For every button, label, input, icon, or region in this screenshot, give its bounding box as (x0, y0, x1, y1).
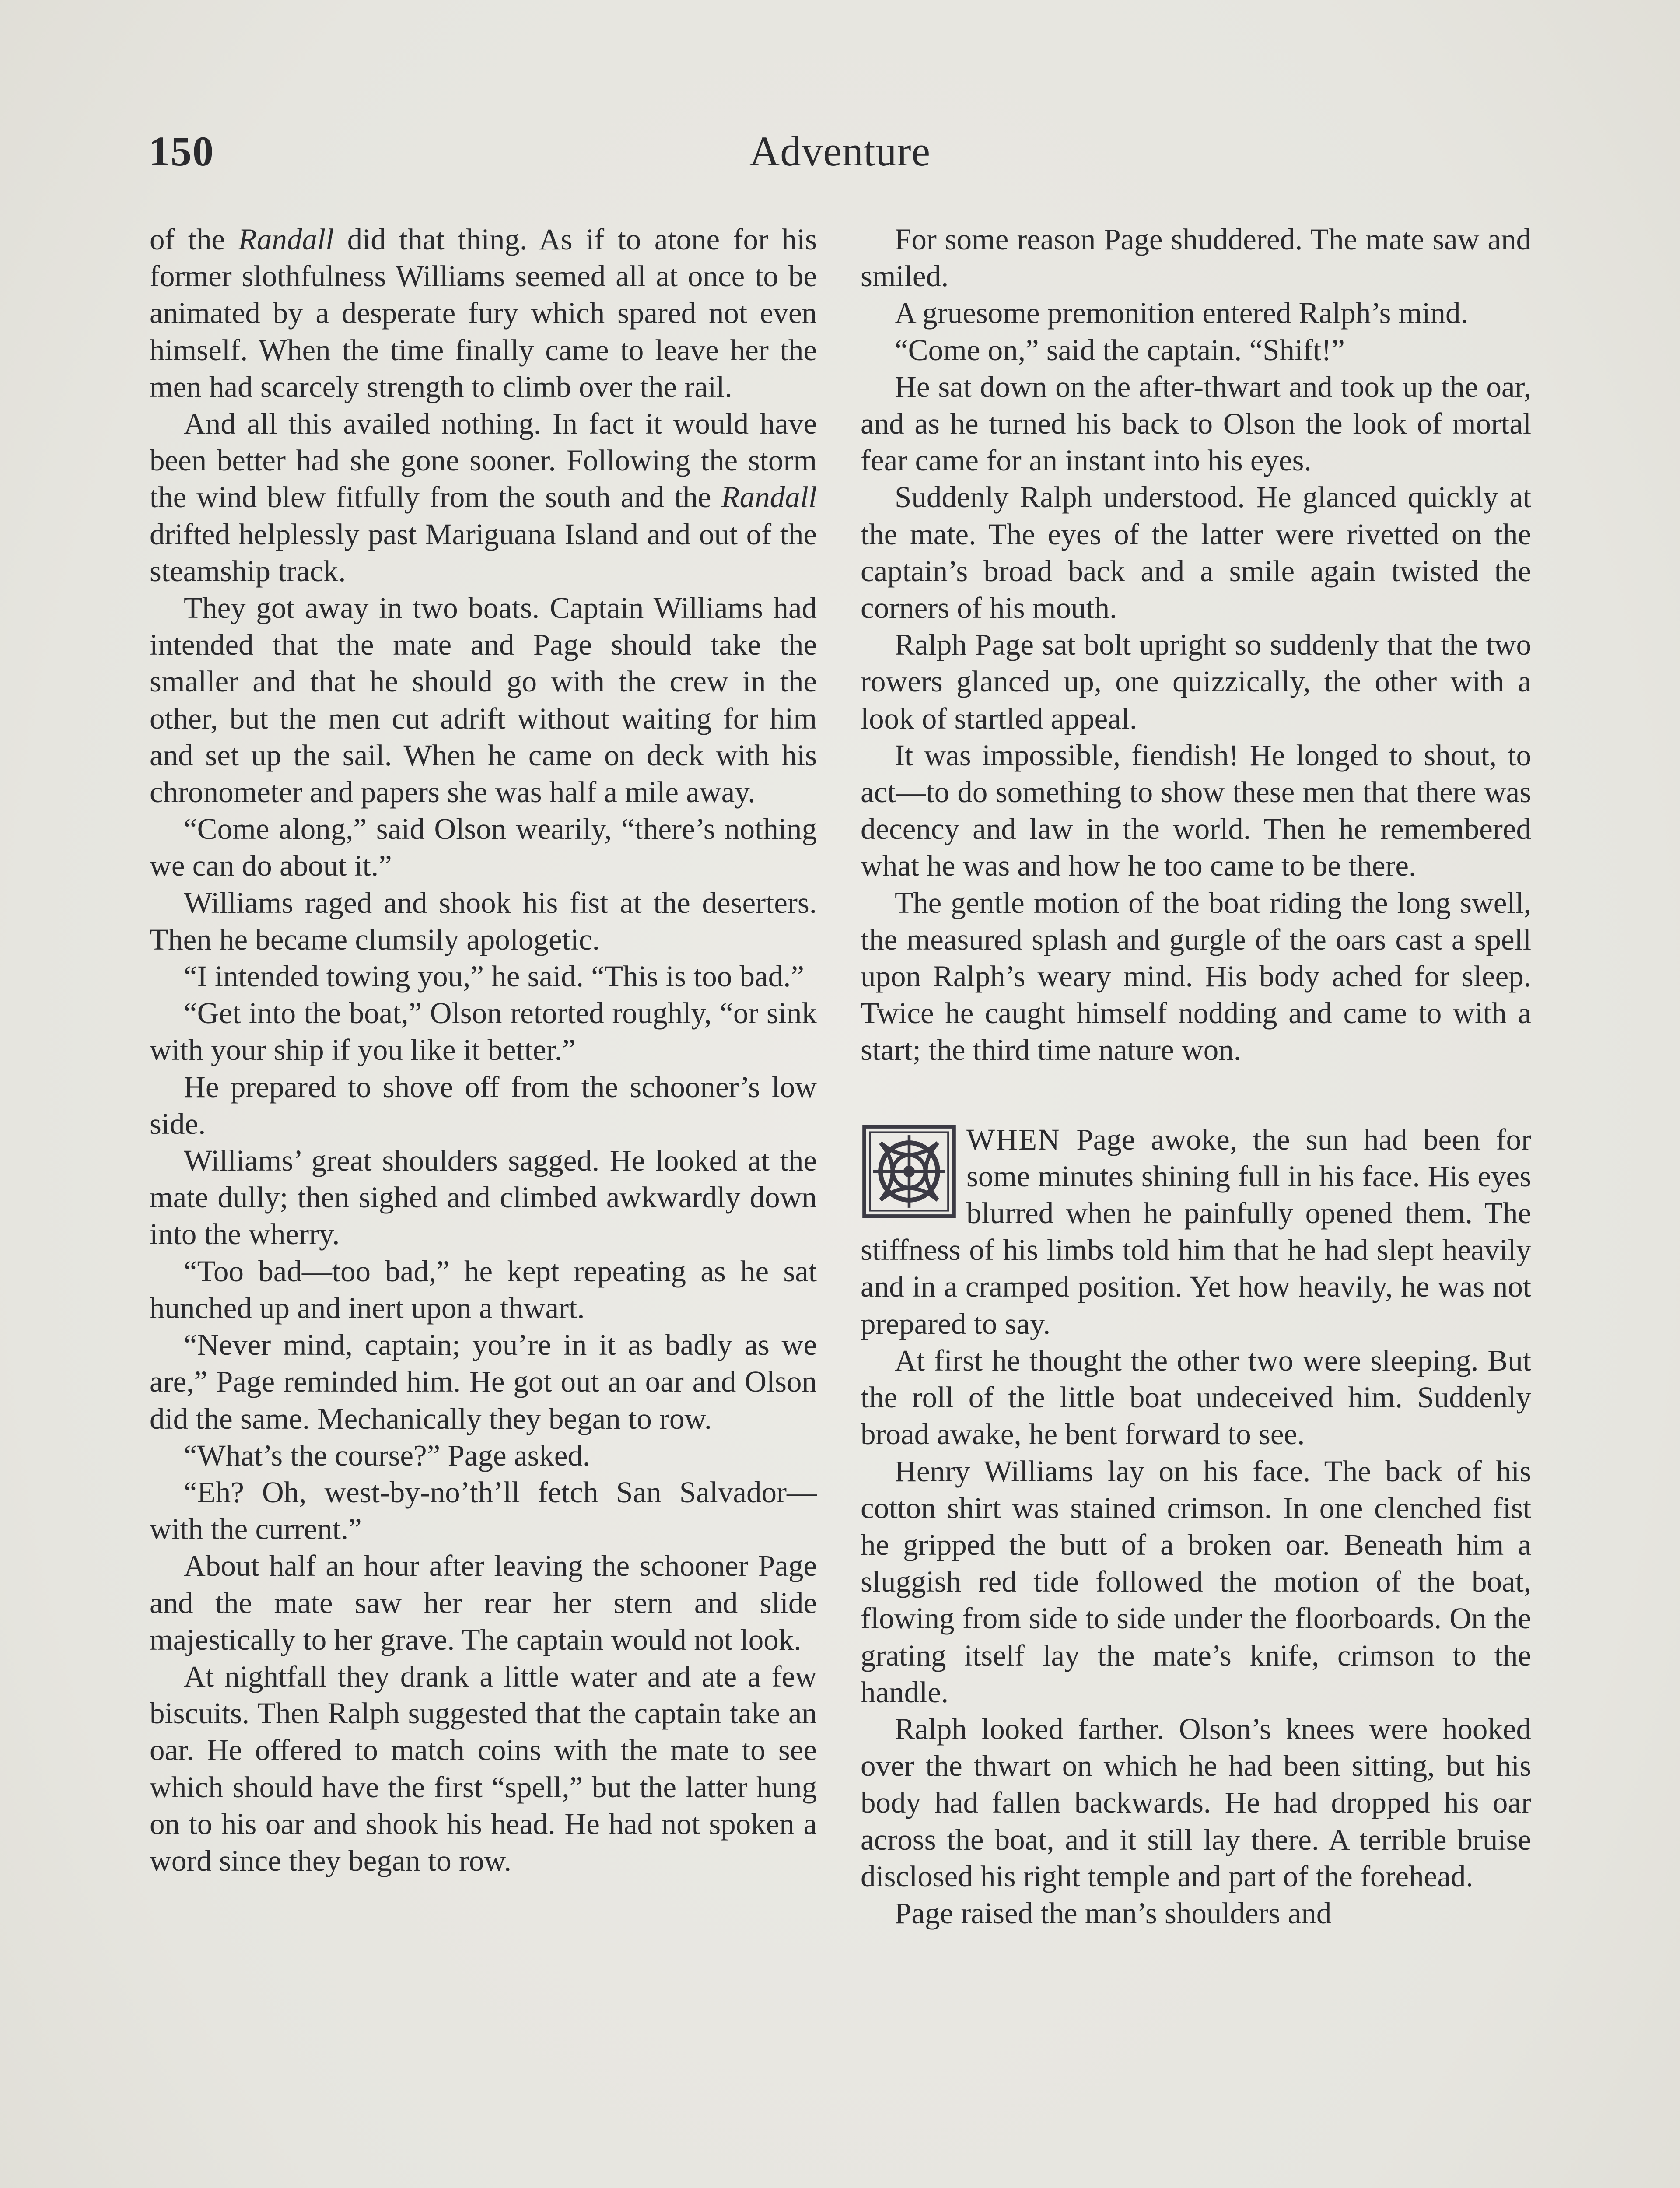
running-title: Adventure (749, 128, 931, 175)
paragraph: And all this availed nothing. In fact it would have been better had she gone sooner. Following the storm the wind blew fitfully from the south and the Randall drifted helplessly past Mariguana Island and out of the steamship track. (150, 407, 817, 588)
section-break (861, 1069, 1531, 1121)
paragraph: “Come on,” said the captain. “Shift!” (895, 333, 1345, 367)
paragraph: “Never mind, captain; you’re in it as badly as we are,” Page reminded him. He got out an oar and Olson did the same. Mechanically they began to row. (150, 1328, 817, 1435)
right-column-after-break (861, 1342, 1531, 1932)
paragraph: It was impossible, fiendish! He longed to shout, to act—to do something to show these men that there was decency and law in the world. Then he remembered what he was and how he too came to be there. (861, 738, 1531, 883)
paragraph: Williams’ great shoulders sagged. He looked at the mate dully; then sighed and climbed awkwardly down into the wherry. (150, 1144, 817, 1251)
paragraph: Ralph Page sat bolt upright so suddenly that the two rowers glanced up, one quizzically, the other with a look of startled appeal. (861, 628, 1531, 735)
paragraph: They got away in two boats. Captain Williams had intended that the mate and Page should take the smaller and that he should go with the crew in the other, but the men cut adrift without waiting for him and set up the sail. When he came on deck with his chronometer and papers she was half a mile away. (150, 591, 817, 809)
paragraph: For some reason Page shuddered. The mate saw and smiled. (861, 223, 1531, 293)
paragraph: At nightfall they drank a little water and ate a few biscuits. Then Ralph suggested that the captain take an oar. He offered to match coins with the mate to see which should have the first “spell,” but the latter hung on to his oar and shook his head. He had not spoken a word since they began to row. (150, 1659, 817, 1877)
paragraph: Suddenly Ralph understood. He glanced quickly at the mate. The eyes of the latter were rivetted on the captain’s broad back and a smile again twisted the corners of his mouth. (861, 480, 1531, 625)
drop-paragraph-body: Page awoke, the sun had been for some minutes shining full in his face. His eyes blurred when he painfully opened them. The stiffness of his limbs told him that he had slept heavily and in a cramped position. Yet how heavily, he was not prepared to say. (861, 1122, 1531, 1340)
paragraph: About half an hour after leaving the schooner Page and the mate saw her rear her stern and slide majestically to her grave. The captain would not look. (150, 1549, 817, 1656)
paragraph: Page raised the man’s shoulders and (895, 1896, 1332, 1930)
paragraph: “Eh? Oh, west-by-no’th’ll fetch San Salvador—with the current.” (150, 1475, 817, 1546)
paragraph: of the Randall did that thing. As if to atone for his former slothfulness Williams seemed all at once to be animated by a desperate fury which spared not even himself. When the time finally came to leave her the men had scarcely strength to climb over the rail. (150, 223, 817, 403)
right-column-before-break (861, 221, 1531, 1069)
right-column (861, 221, 1531, 1932)
drop-cap-text (861, 1121, 1531, 1342)
paragraph: “What’s the course?” Page asked. (184, 1438, 591, 1472)
drop-lead-word: WHEN (966, 1122, 1060, 1156)
left-column (150, 221, 817, 1879)
paragraph: “Too bad—too bad,” he kept repeating as he sat hunched up and inert upon a thwart. (150, 1254, 817, 1325)
drop-cap-paragraph (861, 1121, 1531, 1342)
paragraph: “Get into the boat,” Olson retorted roughly, “or sink with your ship if you like it better.” (150, 996, 817, 1067)
paragraph: The gentle motion of the boat riding the long swell, the measured splash and gurgle of the oars cast a spell upon Ralph’s weary mind. His body ached for sleep. Twice he caught himself nodding and came to with a start; the third time nature won. (861, 886, 1531, 1067)
paragraph: Ralph looked farther. Olson’s knees were hooked over the thwart on which he had been sitting, but his body had fallen backwards. He had dropped his oar across the boat, and it still lay there. A terrible bruise disclosed his right temple and part of the forehead. (861, 1712, 1531, 1893)
paragraph: He prepared to shove off from the schooner’s low side. (150, 1070, 817, 1140)
paragraph: “Come along,” said Olson wearily, “there’s nothing we can do about it.” (150, 812, 817, 883)
paragraph: Williams raged and shook his fist at the deserters. Then he became clumsily apologetic. (150, 886, 817, 956)
celtic-knot-ornament-icon (861, 1124, 957, 1219)
paragraph: A gruesome premonition entered Ralph’s mind. (895, 296, 1468, 330)
paragraph: He sat down on the after-thwart and took up the oar, and as he turned his back to Olson the look of mortal fear came for an instant into his eyes. (861, 370, 1531, 477)
paragraph: At first he thought the other two were sleeping. But the roll of the little boat undeceived him. Suddenly broad awake, he bent forward to see. (861, 1343, 1531, 1451)
paragraph: “I intended towing you,” he said. “This is too bad.” (184, 960, 805, 993)
page-number: 150 (149, 128, 214, 175)
paragraph: Henry Williams lay on his face. The back of his cotton shirt was stained crimson. In one clenched fist he gripped the butt of a broken oar. Beneath him a sluggish red tide followed the motion of the boat, flowing from side to side under the floorboards. On the grating itself lay the mate’s knife, crimson to the handle. (861, 1454, 1531, 1709)
page-header (149, 127, 1531, 188)
